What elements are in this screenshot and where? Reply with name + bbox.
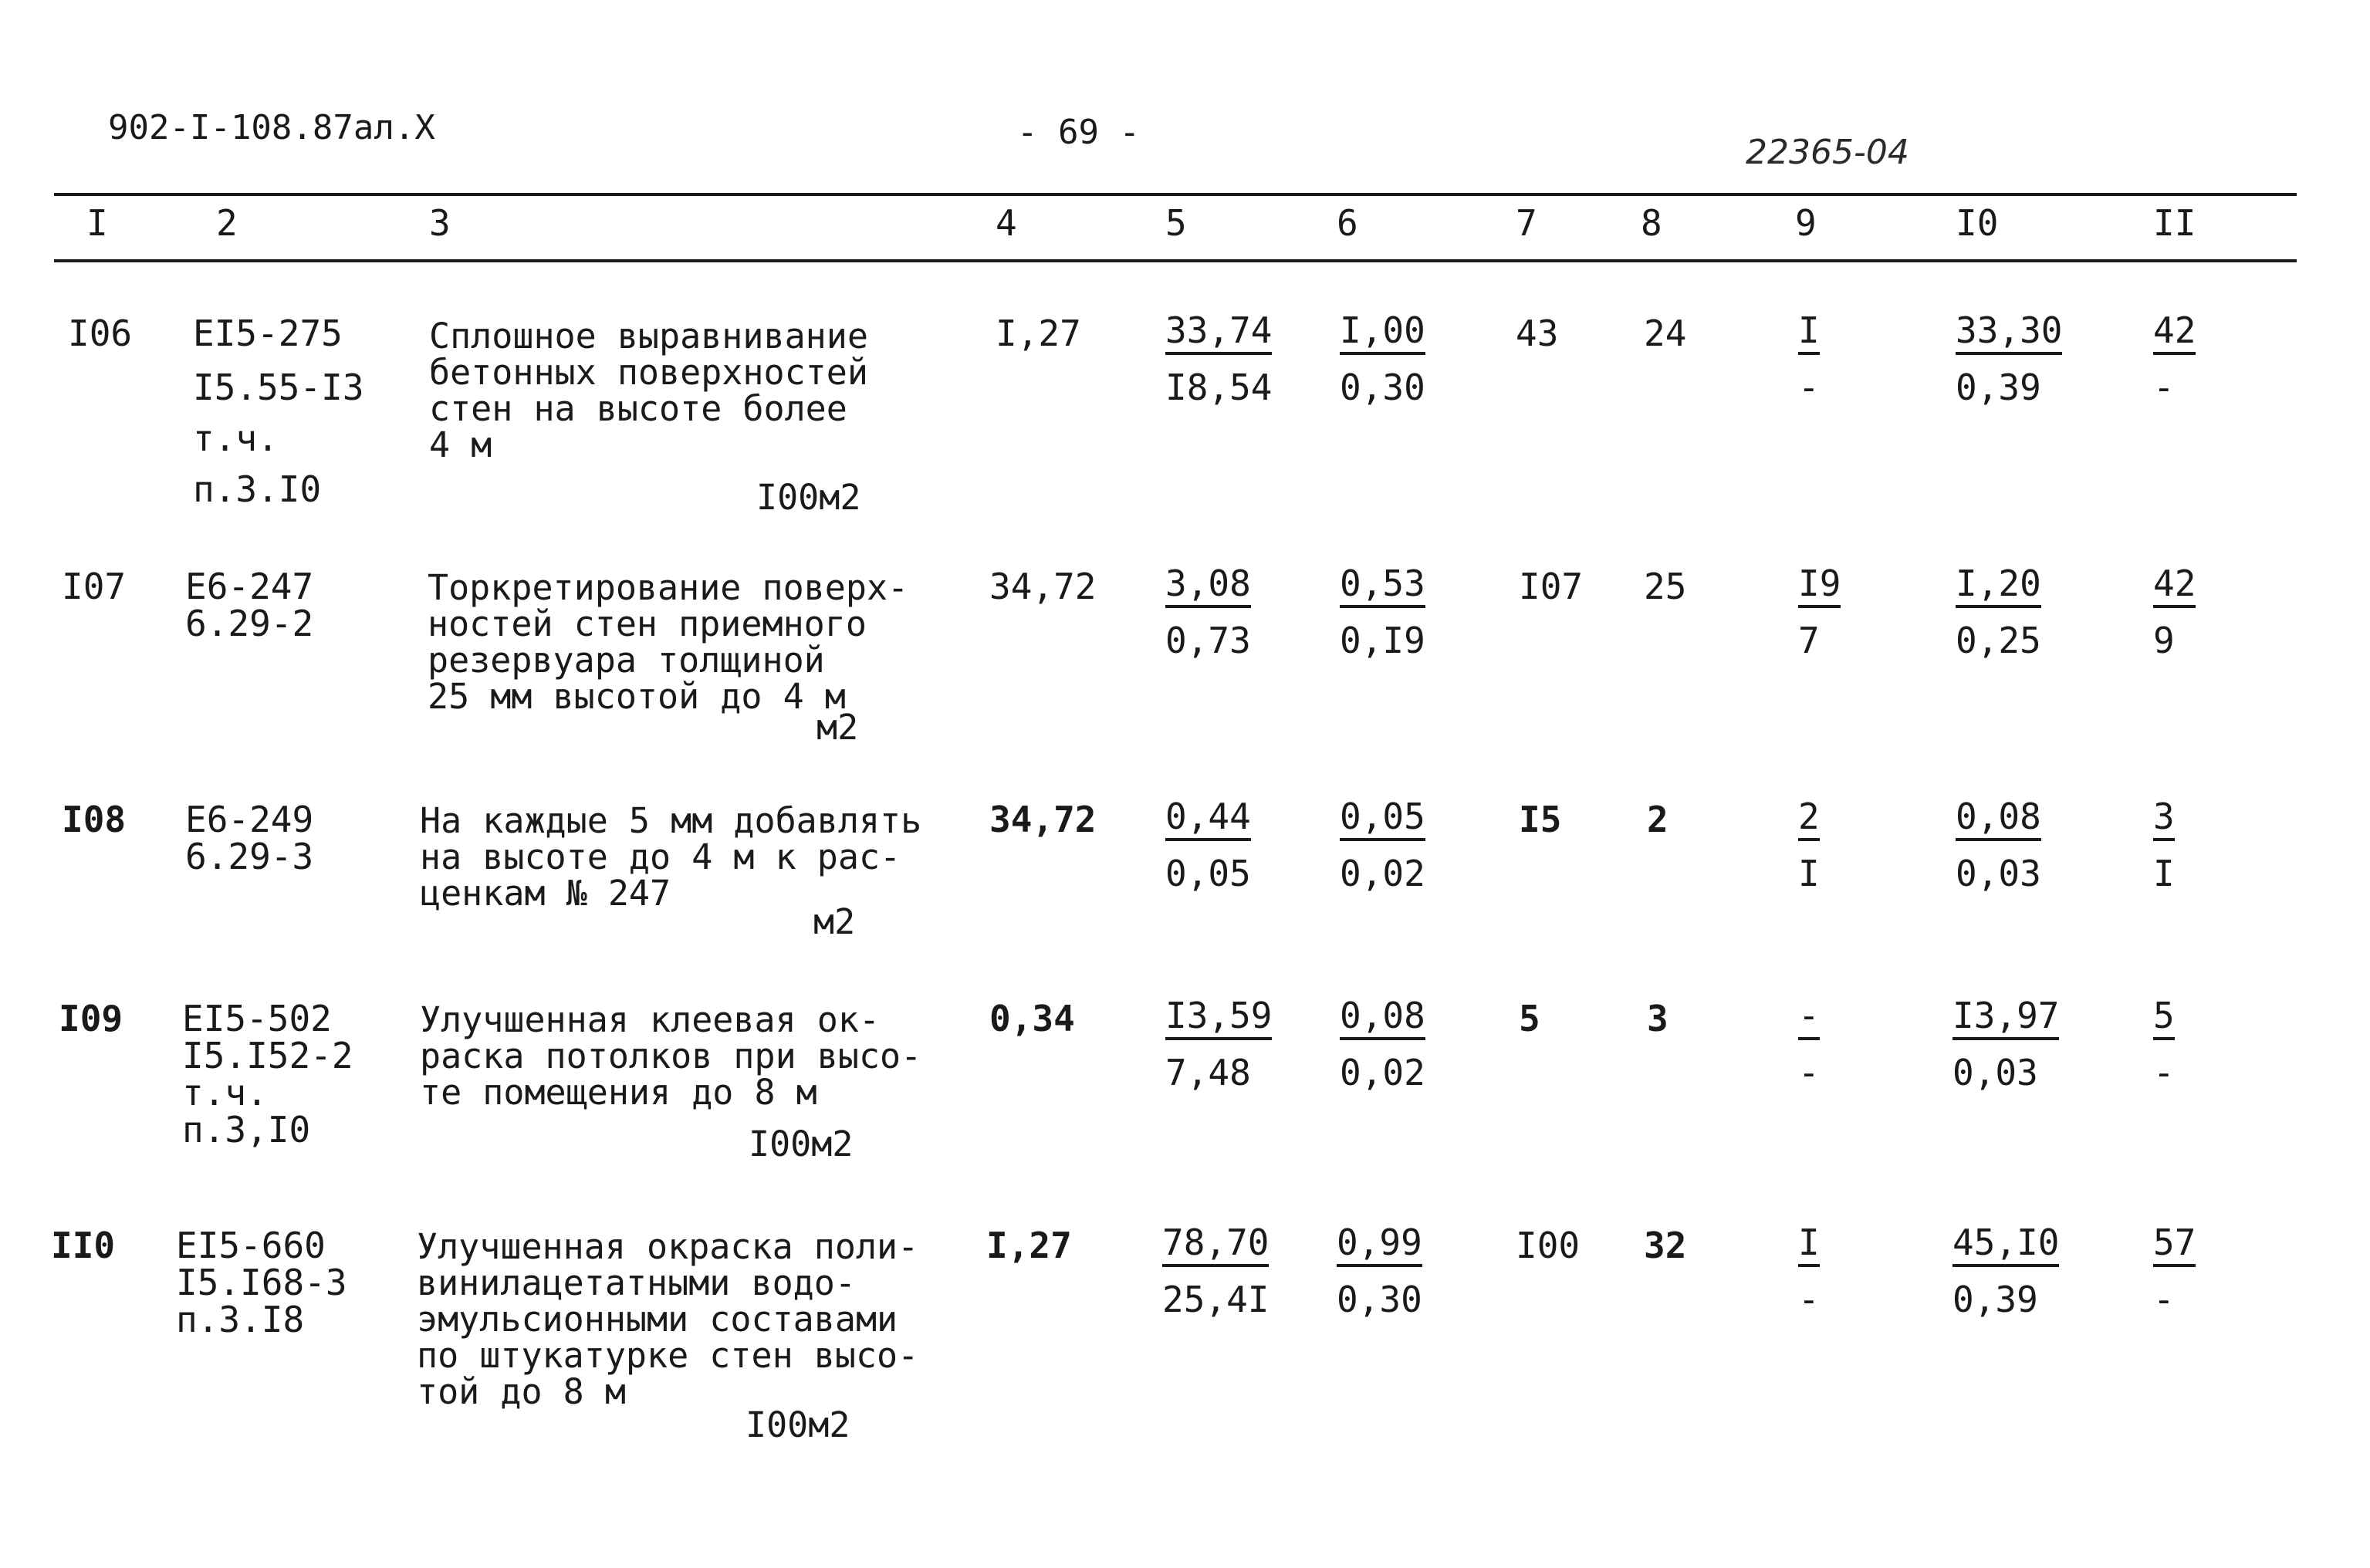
fraction-numerator: I9 <box>1798 565 1841 608</box>
description-line: Улучшенная окраска поли- <box>417 1226 919 1267</box>
fraction-numerator: 5 <box>2153 997 2175 1040</box>
code-line: I5.I52-2 <box>182 1035 353 1076</box>
code-line: EI5-660 <box>176 1225 326 1266</box>
code-line: п.3.I8 <box>176 1299 305 1340</box>
table-header-rule <box>54 259 2297 262</box>
fraction-col9 <box>1798 565 1841 659</box>
fraction-denominator: 7,48 <box>1165 1052 1251 1093</box>
price-fraction <box>1165 798 1251 892</box>
fraction-numerator: I3,59 <box>1165 997 1272 1040</box>
description-line: На каждые 5 мм добавлять <box>420 800 922 841</box>
norm-code <box>176 1227 347 1338</box>
fraction-col9 <box>1798 1224 1820 1318</box>
description-line: Торкретирование поверх- <box>428 567 909 608</box>
quantity: I,27 <box>986 1225 1072 1266</box>
fraction-numerator: 45,I0 <box>1952 1224 2059 1267</box>
fraction-denominator: - <box>2153 1279 2175 1320</box>
norm-code <box>185 568 313 642</box>
table-top-rule <box>54 193 2297 196</box>
row-number: I06 <box>68 313 133 354</box>
column-header-7: 7 <box>1516 202 1537 244</box>
column-header-5: 5 <box>1165 202 1187 244</box>
work-description <box>429 318 868 463</box>
fraction-denominator: 0,39 <box>1952 1279 2038 1320</box>
fraction-numerator: I <box>1798 312 1820 355</box>
fraction-denominator: 0,25 <box>1956 620 2041 661</box>
description-line: стен на высоте более <box>429 388 847 429</box>
fraction-denominator: 0,39 <box>1956 367 2041 408</box>
rate-fraction <box>1340 565 1425 659</box>
fraction-numerator: 3 <box>2153 798 2175 841</box>
fraction-numerator: 42 <box>2153 312 2196 355</box>
row-number: II0 <box>51 1225 116 1266</box>
quantity: 34,72 <box>989 799 1097 840</box>
description-line: по штукатурке стен высо- <box>417 1335 919 1376</box>
work-description <box>420 800 922 914</box>
work-description <box>420 999 922 1113</box>
fraction-denominator: I <box>2153 853 2175 894</box>
fraction-denominator: - <box>1798 367 1820 408</box>
fraction-denominator: - <box>1798 1052 1820 1093</box>
labor-value: 24 <box>1644 313 1687 354</box>
code-line: I5.I68-3 <box>176 1262 347 1303</box>
code-line: E6-247 <box>185 566 314 607</box>
norm-code <box>185 801 313 875</box>
labor-value: 3 <box>1647 998 1668 1039</box>
description-line: Улучшенная клеевая ок- <box>420 999 881 1040</box>
column-header-8: 8 <box>1641 202 1662 244</box>
description-line: ценкам № 247 <box>420 873 671 914</box>
cost-value: 5 <box>1519 998 1540 1039</box>
code-line: I5.55-I3 <box>193 367 364 408</box>
fraction-numerator: 0,08 <box>1340 997 1425 1040</box>
fraction-col11 <box>2153 798 2175 892</box>
norm-code <box>193 315 364 508</box>
description-line: бетонных поверхностей <box>429 352 868 393</box>
page-number: - 69 - <box>1017 113 1140 152</box>
measure-unit: м2 <box>813 901 856 942</box>
code-line: п.3.I0 <box>193 468 322 510</box>
description-line: 4 м <box>429 424 492 465</box>
fraction-col11 <box>2153 309 2196 408</box>
description-line: эмульсионными составами <box>417 1299 898 1340</box>
fraction-denominator: I <box>1798 853 1820 894</box>
fraction-numerator: 33,74 <box>1165 312 1272 355</box>
description-line: те помещения до 8 м <box>420 1072 817 1113</box>
fraction-denominator: 0,02 <box>1340 853 1425 894</box>
row-number: I07 <box>62 566 127 607</box>
fraction-col9 <box>1798 997 1820 1091</box>
measure-unit: I00м2 <box>749 1124 854 1164</box>
description-line: на высоте до 4 м к рас- <box>420 836 901 877</box>
fraction-denominator: 0,I9 <box>1340 620 1425 661</box>
work-description <box>417 1228 918 1410</box>
fraction-denominator: - <box>1798 1279 1820 1320</box>
rate-fraction <box>1340 309 1425 408</box>
labor-value: 2 <box>1647 799 1668 840</box>
fraction-numerator: I3,97 <box>1952 997 2059 1040</box>
column-header-4: 4 <box>996 202 1017 244</box>
row-number: I09 <box>59 998 123 1039</box>
fraction-col10 <box>1956 565 2041 659</box>
fraction-col10 <box>1956 798 2041 892</box>
description-line: 25 мм высотой до 4 м <box>428 676 846 717</box>
description-line: ностей стен приемного <box>428 603 867 644</box>
price-fraction <box>1165 565 1251 659</box>
fraction-numerator: I,00 <box>1340 312 1425 355</box>
fraction-numerator: 0,44 <box>1165 798 1251 841</box>
fraction-numerator: 57 <box>2153 1224 2196 1267</box>
fraction-denominator: I8,54 <box>1165 367 1273 408</box>
fraction-numerator: I,20 <box>1956 565 2041 608</box>
labor-value: 25 <box>1644 566 1687 607</box>
price-fraction <box>1165 309 1273 408</box>
fraction-numerator: 0,99 <box>1337 1224 1422 1267</box>
row-number: I08 <box>62 799 127 840</box>
description-line: той до 8 м <box>417 1371 626 1412</box>
fraction-col10 <box>1952 1224 2059 1318</box>
fraction-numerator: 78,70 <box>1162 1224 1269 1267</box>
description-line: резервуара толщиной <box>428 640 825 681</box>
column-header-1: I <box>86 202 108 244</box>
quantity: I,27 <box>996 313 1081 354</box>
fraction-col10 <box>1956 309 2063 408</box>
labor-value: 32 <box>1644 1225 1687 1266</box>
fraction-col9 <box>1798 798 1820 892</box>
rate-fraction <box>1337 1224 1422 1318</box>
fraction-denominator: 7 <box>1798 620 1820 661</box>
quantity: 0,34 <box>989 998 1075 1039</box>
code-line: EI5-502 <box>182 998 332 1039</box>
fraction-denominator: 0,73 <box>1165 620 1251 661</box>
description-line: раска потолков при высо- <box>420 1036 922 1076</box>
code-line: EI5-275 <box>193 313 343 354</box>
rate-fraction <box>1340 798 1425 892</box>
fraction-col11 <box>2153 565 2196 659</box>
code-line: 6.29-3 <box>185 836 314 877</box>
column-header-11: II <box>2153 202 2196 244</box>
fraction-numerator: - <box>1798 997 1820 1040</box>
description-line: Сплошное выравнивание <box>429 316 868 357</box>
fraction-denominator: 0,03 <box>1952 1052 2038 1093</box>
quantity: 34,72 <box>989 566 1097 607</box>
fraction-denominator: 0,02 <box>1340 1052 1425 1093</box>
fraction-numerator: I <box>1798 1224 1820 1267</box>
code-line: п.3,I0 <box>182 1109 311 1151</box>
fraction-denominator: 25,4I <box>1162 1279 1270 1320</box>
norm-code <box>182 998 353 1151</box>
code-line: т.ч. <box>182 1072 268 1113</box>
description-line: винилацетатными водо- <box>417 1262 856 1303</box>
fraction-numerator: 42 <box>2153 565 2196 608</box>
fraction-col11 <box>2153 1224 2196 1318</box>
rate-fraction <box>1340 997 1425 1091</box>
fraction-numerator: 33,30 <box>1956 312 2062 355</box>
document-code: 902-I-108.87ал.X <box>108 108 435 147</box>
column-header-9: 9 <box>1795 202 1817 244</box>
fraction-denominator: 9 <box>2153 620 2175 661</box>
cost-value: I07 <box>1519 566 1584 607</box>
price-fraction <box>1162 1224 1269 1318</box>
measure-unit: м2 <box>816 707 859 748</box>
fraction-denominator: - <box>2153 1052 2175 1093</box>
measure-unit: I00м2 <box>756 477 861 518</box>
fraction-numerator: 0,53 <box>1340 565 1425 608</box>
fraction-denominator: 0,30 <box>1337 1279 1422 1320</box>
column-header-3: 3 <box>429 202 451 244</box>
fraction-denominator: 0,30 <box>1340 367 1425 408</box>
fraction-col11 <box>2153 997 2175 1091</box>
inventory-stamp: 22365-04 <box>1746 133 1909 172</box>
column-header-6: 6 <box>1337 202 1358 244</box>
cost-value: I5 <box>1519 799 1562 840</box>
code-line: т.ч. <box>193 417 279 459</box>
fraction-numerator: 2 <box>1798 798 1820 841</box>
fraction-col9 <box>1798 309 1820 408</box>
code-line: E6-249 <box>185 799 314 840</box>
code-line: 6.29-2 <box>185 603 314 644</box>
fraction-denominator: - <box>2153 367 2175 408</box>
fraction-numerator: 0,05 <box>1340 798 1425 841</box>
measure-unit: I00м2 <box>745 1404 850 1445</box>
cost-value: 43 <box>1516 313 1559 354</box>
price-fraction <box>1165 997 1272 1091</box>
fraction-denominator: 0,03 <box>1956 853 2041 894</box>
column-header-10: I0 <box>1956 202 1999 244</box>
cost-value: I00 <box>1516 1225 1581 1266</box>
work-description <box>428 569 908 715</box>
fraction-numerator: 0,08 <box>1956 798 2041 841</box>
fraction-numerator: 3,08 <box>1165 565 1251 608</box>
fraction-col10 <box>1952 997 2059 1091</box>
fraction-denominator: 0,05 <box>1165 853 1251 894</box>
column-header-2: 2 <box>216 202 238 244</box>
